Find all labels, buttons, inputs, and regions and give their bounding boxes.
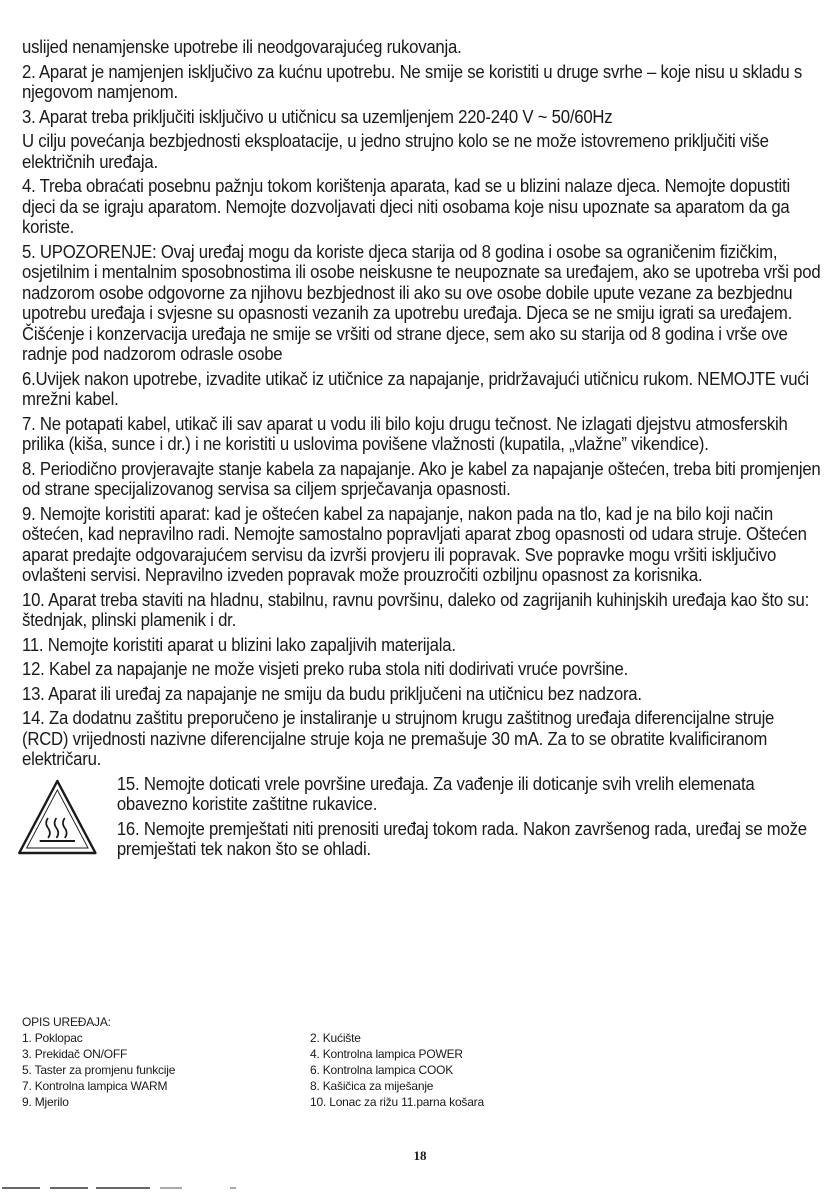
part-label: 3. Prekidač ON/OFF <box>22 1047 128 1061</box>
paragraph: 4. Treba obraćati posebnu pažnju tokom korištenja aparata, kad se u blizini nalaze djeca. Nemojte dopustiti djeci da se igraju aparatom. Nemojte dozvoljavati djeci niti osobama koje nisu upoznate sa aparatom da ga koriste. <box>22 176 790 237</box>
instructions-body <box>22 37 822 864</box>
part-label: 5. Taster za promjenu funkcije <box>22 1063 176 1077</box>
paragraph: 6.Uvijek nakon upotrebe, izvadite utikač iz utičnice za napajanje, pridržavajući utičnicu rukom. NEMOJTE vući mrežni kabel. <box>22 368 809 409</box>
paragraph: 2. Aparat je namjenjen isključivo za kućnu upotrebu. Ne smije se koristiti u druge svrhe – koje nisu u skladu s njegovom namjenom. <box>22 61 802 102</box>
list-item <box>22 1046 582 1062</box>
paragraph: 8. Periodično provjeravajte stanje kabela za napajanje. Ako je kabel za napajanje oštećen, treba biti promjenjen od strane specijalizovanog servisa sa ciljem sprječavanja opasnosti. <box>22 458 821 499</box>
list-item <box>22 1062 582 1078</box>
paragraph: 11. Nemojte koristiti aparat u blizini lako zapaljivih materijala. <box>22 634 456 655</box>
scan-artifact <box>0 1186 240 1190</box>
paragraph: uslijed nenamjenske upotrebe ili neodgovarajućeg rukovanja. <box>22 37 462 57</box>
part-label: 7. Kontrolna lampica WARM <box>22 1079 168 1093</box>
paragraph: 14. Za dodatnu zaštitu preporučeno je instaliranje u strujnom krugu zaštitnog uređaja diferencijalne struje (RCD) vrijednosti nazivne diferencijalne struje koja ne premašuje 30 mA. Za to se obratite kvalificiranom električaru. <box>22 708 775 769</box>
warning-text <box>117 774 822 860</box>
page-number: 18 <box>413 1148 427 1163</box>
device-description <box>22 1014 582 1110</box>
paragraph: 9. Nemojte koristiti aparat: kad je oštećen kabel za napajanje, nakon pada na tlo, kad je na bilo koji način oštećen, kad nepravilno radi. Nemojte samostalno popravljati aparat zbog opasnosti od udara struje. Oštećen aparat predajte odgovarajućem servisu da izvrši provjeru ili popravak. Sve popravke mogu vršiti isključivo ovlašteni servisi. Nepravilno izveden popravak može prouzročiti ozbiljnu opasnost za korisnika. <box>22 503 807 585</box>
paragraph: 15. Nemojte doticati vrele površine uređaja. Za vađenje ili doticanje svih vrelih elemenata obavezno koristite zaštitne rukavice. <box>116 773 755 814</box>
paragraph: 7. Ne potapati kabel, utikač ili sav aparat u vodu ili bilo koju drugu tečnost. Ne izlagati djejstvu atmosferskih prilika (kiša, sunce i dr.) i ne koristiti u uslovima povišene vlažnosti (kupatila, „vlažne” vikendice). <box>22 413 788 454</box>
part-label: 2. Kućište <box>310 1031 361 1045</box>
part-label: 9. Mjerilo <box>22 1095 69 1109</box>
paragraph: 5. UPOZORENJE: Ovaj uređaj mogu da koriste djeca starija od 8 godina i osobe sa ograničenim fizičkim, osjetilnim i mentalnim sposobnostima ili osobe neiskusne te neupoznate sa uređajem, ako se upotreba vrši pod nadzorom osobe odgovorne za njihovu bezbjednost ili ako su ove osobe dobile upute vezane za bezbjednu upotrebu uređaja i svjesne su opasnosti vezanih za upotrebu uređaja. Djeca se ne smiju igrati sa uređajem. Čišćenje i konzervacija uređaja ne smije se vršiti od strane djece, sem ako su starija od 8 godina i vrše ove radnje pod nadzorom odrasle osobe <box>22 241 821 364</box>
paragraph: U cilju povećanja bezbjednosti eksploatacije, u jedno strujno kolo se ne može istovremeno priključiti više električnih uređaja. <box>22 131 769 172</box>
paragraph: 16. Nemojte premještati niti prenositi uređaj tokom rada. Nakon završenog rada, uređaj se može premještati tek nakon što se ohladi. <box>116 818 807 859</box>
part-label: 6. Kontrolna lampica COOK <box>310 1063 454 1077</box>
hot-surface-warning-icon <box>16 778 98 856</box>
part-label: 10. Lonac za rižu 11.parna košara <box>310 1095 484 1109</box>
description-heading: OPIS UREĐAJA: <box>22 1015 111 1029</box>
list-item <box>22 1078 582 1094</box>
part-label: 4. Kontrolna lampica POWER <box>310 1047 463 1061</box>
paragraph: 10. Aparat treba staviti na hladnu, stabilnu, ravnu površinu, daleko od zagrijanih kuhinjskih uređaja kao što su: štednjak, plinski plamenik i dr. <box>22 589 810 630</box>
paragraph: 3. Aparat treba priključiti isključivo u utičnicu sa uzemljenjem 220-240 V ~ 50/60Hz <box>22 106 613 127</box>
paragraph: 13. Aparat ili uređaj za napajanje ne smiju da budu priključeni na utičnicu bez nadzora. <box>22 683 642 704</box>
hot-surface-warning <box>22 774 822 860</box>
part-label: 1. Poklopac <box>22 1031 83 1045</box>
part-label: 8. Kašičica za miješanje <box>310 1079 434 1093</box>
paragraph: 12. Kabel za napajanje ne može visjeti preko ruba stola niti dodirivati vruće površine. <box>22 659 629 679</box>
list-item <box>22 1030 582 1046</box>
list-item <box>22 1094 582 1110</box>
